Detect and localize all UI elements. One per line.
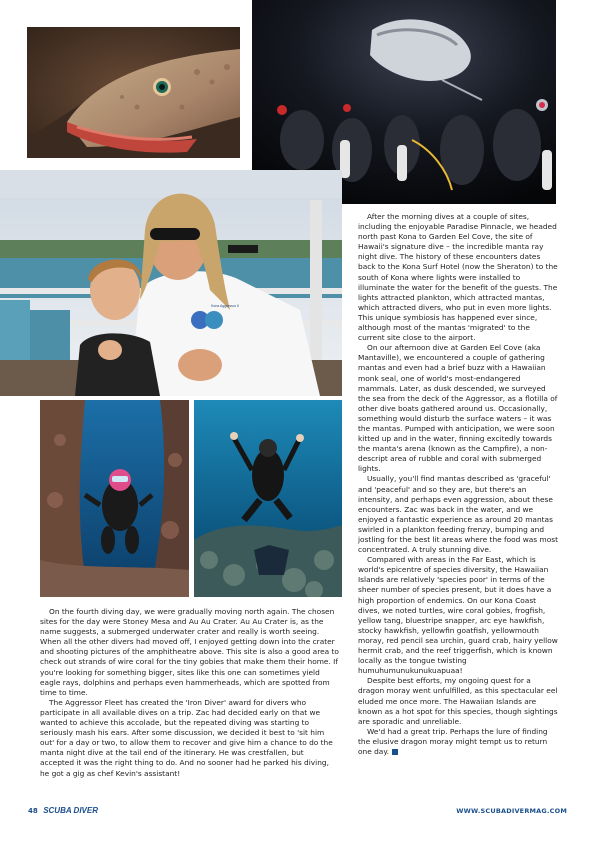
article-paragraph: After the morning dives at a couple of sites, including the enjoyable Paradise Pinnacle, we headed north past Kona to Garden Eel Cove, the site of Hawaii's signature dive – the incredible manta ray night dive. The history of these encounters dates back to the Kona Surf Hotel (now the Sheraton) to the south of Kona where lights were installed to illuminate the water for the benefit of the guests. The lights attracted plankton, which attracted mantas, which attracted divers, who put in even more lights. This unique symbiosis has happened ever since, although most of the mantas 'migrated' to the current site close to the airport. bbox=[358, 212, 558, 343]
uniform-badge: Kona Aggressor II bbox=[211, 304, 239, 308]
article-paragraph: On the fourth diving day, we were gradually moving north again. The chosen sites for the day were Stoney Mesa and Au Au Crater. Au Au Crater is, as the name suggests, a submerged underwater crater and really is worth seeing. When all the other divers had moved off, I enjoyed getting down into the crater and shooting pictures of the amphitheatre above. This site is also a good area to check out strands of wire coral for the tiny gobies that make them their home. If you're looking for something bigger, sites like this one can sometimes yield eagle rays, dolphins and perhaps even hammerheads, which are spotted from time to time. bbox=[40, 607, 339, 697]
magazine-brand: SCUBA DIVER bbox=[43, 806, 99, 815]
article-paragraph: On our afternoon dive at Garden Eel Cove (aka Mantaville), we encountered a couple of gathering mantas and even had a brief buzz with a Hawaiian monk seal, one of world's most-endangered mammals. Later, as dusk descended, we surveyed the sea from the deck of the Aggressor, as a flotilla of other dive boats gathered around us. Occasionally, something would disturb the surface waters – it was the mantas. Pumped with anticipation, we were soon kitted up and in the water, finning excitedly towards the manta's arena (known as the Campfire), a non-descript area of rubble and coral with submerged lights. bbox=[358, 343, 558, 474]
bottom-column-article-text bbox=[40, 607, 340, 779]
boat-crew-portrait-photo bbox=[0, 170, 342, 396]
folio bbox=[28, 806, 98, 815]
page-footer bbox=[28, 806, 567, 818]
article-paragraph: Usually, you'll find mantas described as 'graceful' and 'peaceful' and so they are, but there's an intensity, and perhaps even aggression, about these encounters. Zac was back in the water, and we enjoyed a fantastic experience as around 20 mantas swirled in a plankton feeding frenzy, bumping and jostling for the best lit areas where the food was most concentrated. A truly stunning dive. bbox=[358, 474, 558, 555]
right-column-article-text bbox=[358, 212, 558, 757]
website-url[interactable]: WWW.SCUBADIVERMAG.COM bbox=[456, 807, 567, 815]
article-final-text: We'd had a great trip. Perhaps the lure of finding the elusive dragon moray might tempt us to return one day. bbox=[358, 726, 548, 756]
page-number: 48 bbox=[28, 807, 38, 815]
article-paragraph: Compared with areas in the Far East, which is world's epicentre of species diversity, the Hawaiian Islands are relatively 'species poor' in terms of the sheer number of species present, but it does have a high proportion of endemics. On our Kona Coast dives, we noted turtles, wire coral gobies, frogfish, yellow tang, bluestripe snapper, arc eye hawkfish, stocky hawkfish, yellowfin goatfish, yellowmouth moray, red pencil sea urchin, guard crab, hairy yellow hermit crab, and the reef triggerfish, which is known locally as the tongue twisting humuhumunukunukuapuaa! bbox=[358, 555, 558, 676]
article-paragraph: The Aggressor Fleet has created the 'Iron Diver' award for divers who participate in all available dives on a trip. Zac had decided early on that we wanted to achieve this accolade, but the repeated diving was starting to seriously mash his ears. After some discussion, we decided it best to 'sit him out' for a day or two, to allow them to recover and give him a chance to do the manta night dive at the tail end of the itinerary. He was crestfallen, but accepted it was the right thing to do. And no sooner had he parked his diving, he got a gig as chef Kevin's assistant! bbox=[40, 697, 333, 778]
article-paragraph: Despite best efforts, my ongoing quest for a dragon moray went unfulfilled, as this spectacular eel eluded me once more. The Hawaiian Islands are known as a hot spot for this species, though sightings are sporadic and unreliable. bbox=[358, 676, 558, 726]
end-mark-icon bbox=[392, 749, 398, 755]
lizardfish-closeup-photo bbox=[27, 27, 240, 158]
diver-over-reef-photo bbox=[194, 400, 342, 597]
article-paragraph-final bbox=[358, 727, 558, 757]
diver-in-crater-photo bbox=[40, 400, 189, 597]
